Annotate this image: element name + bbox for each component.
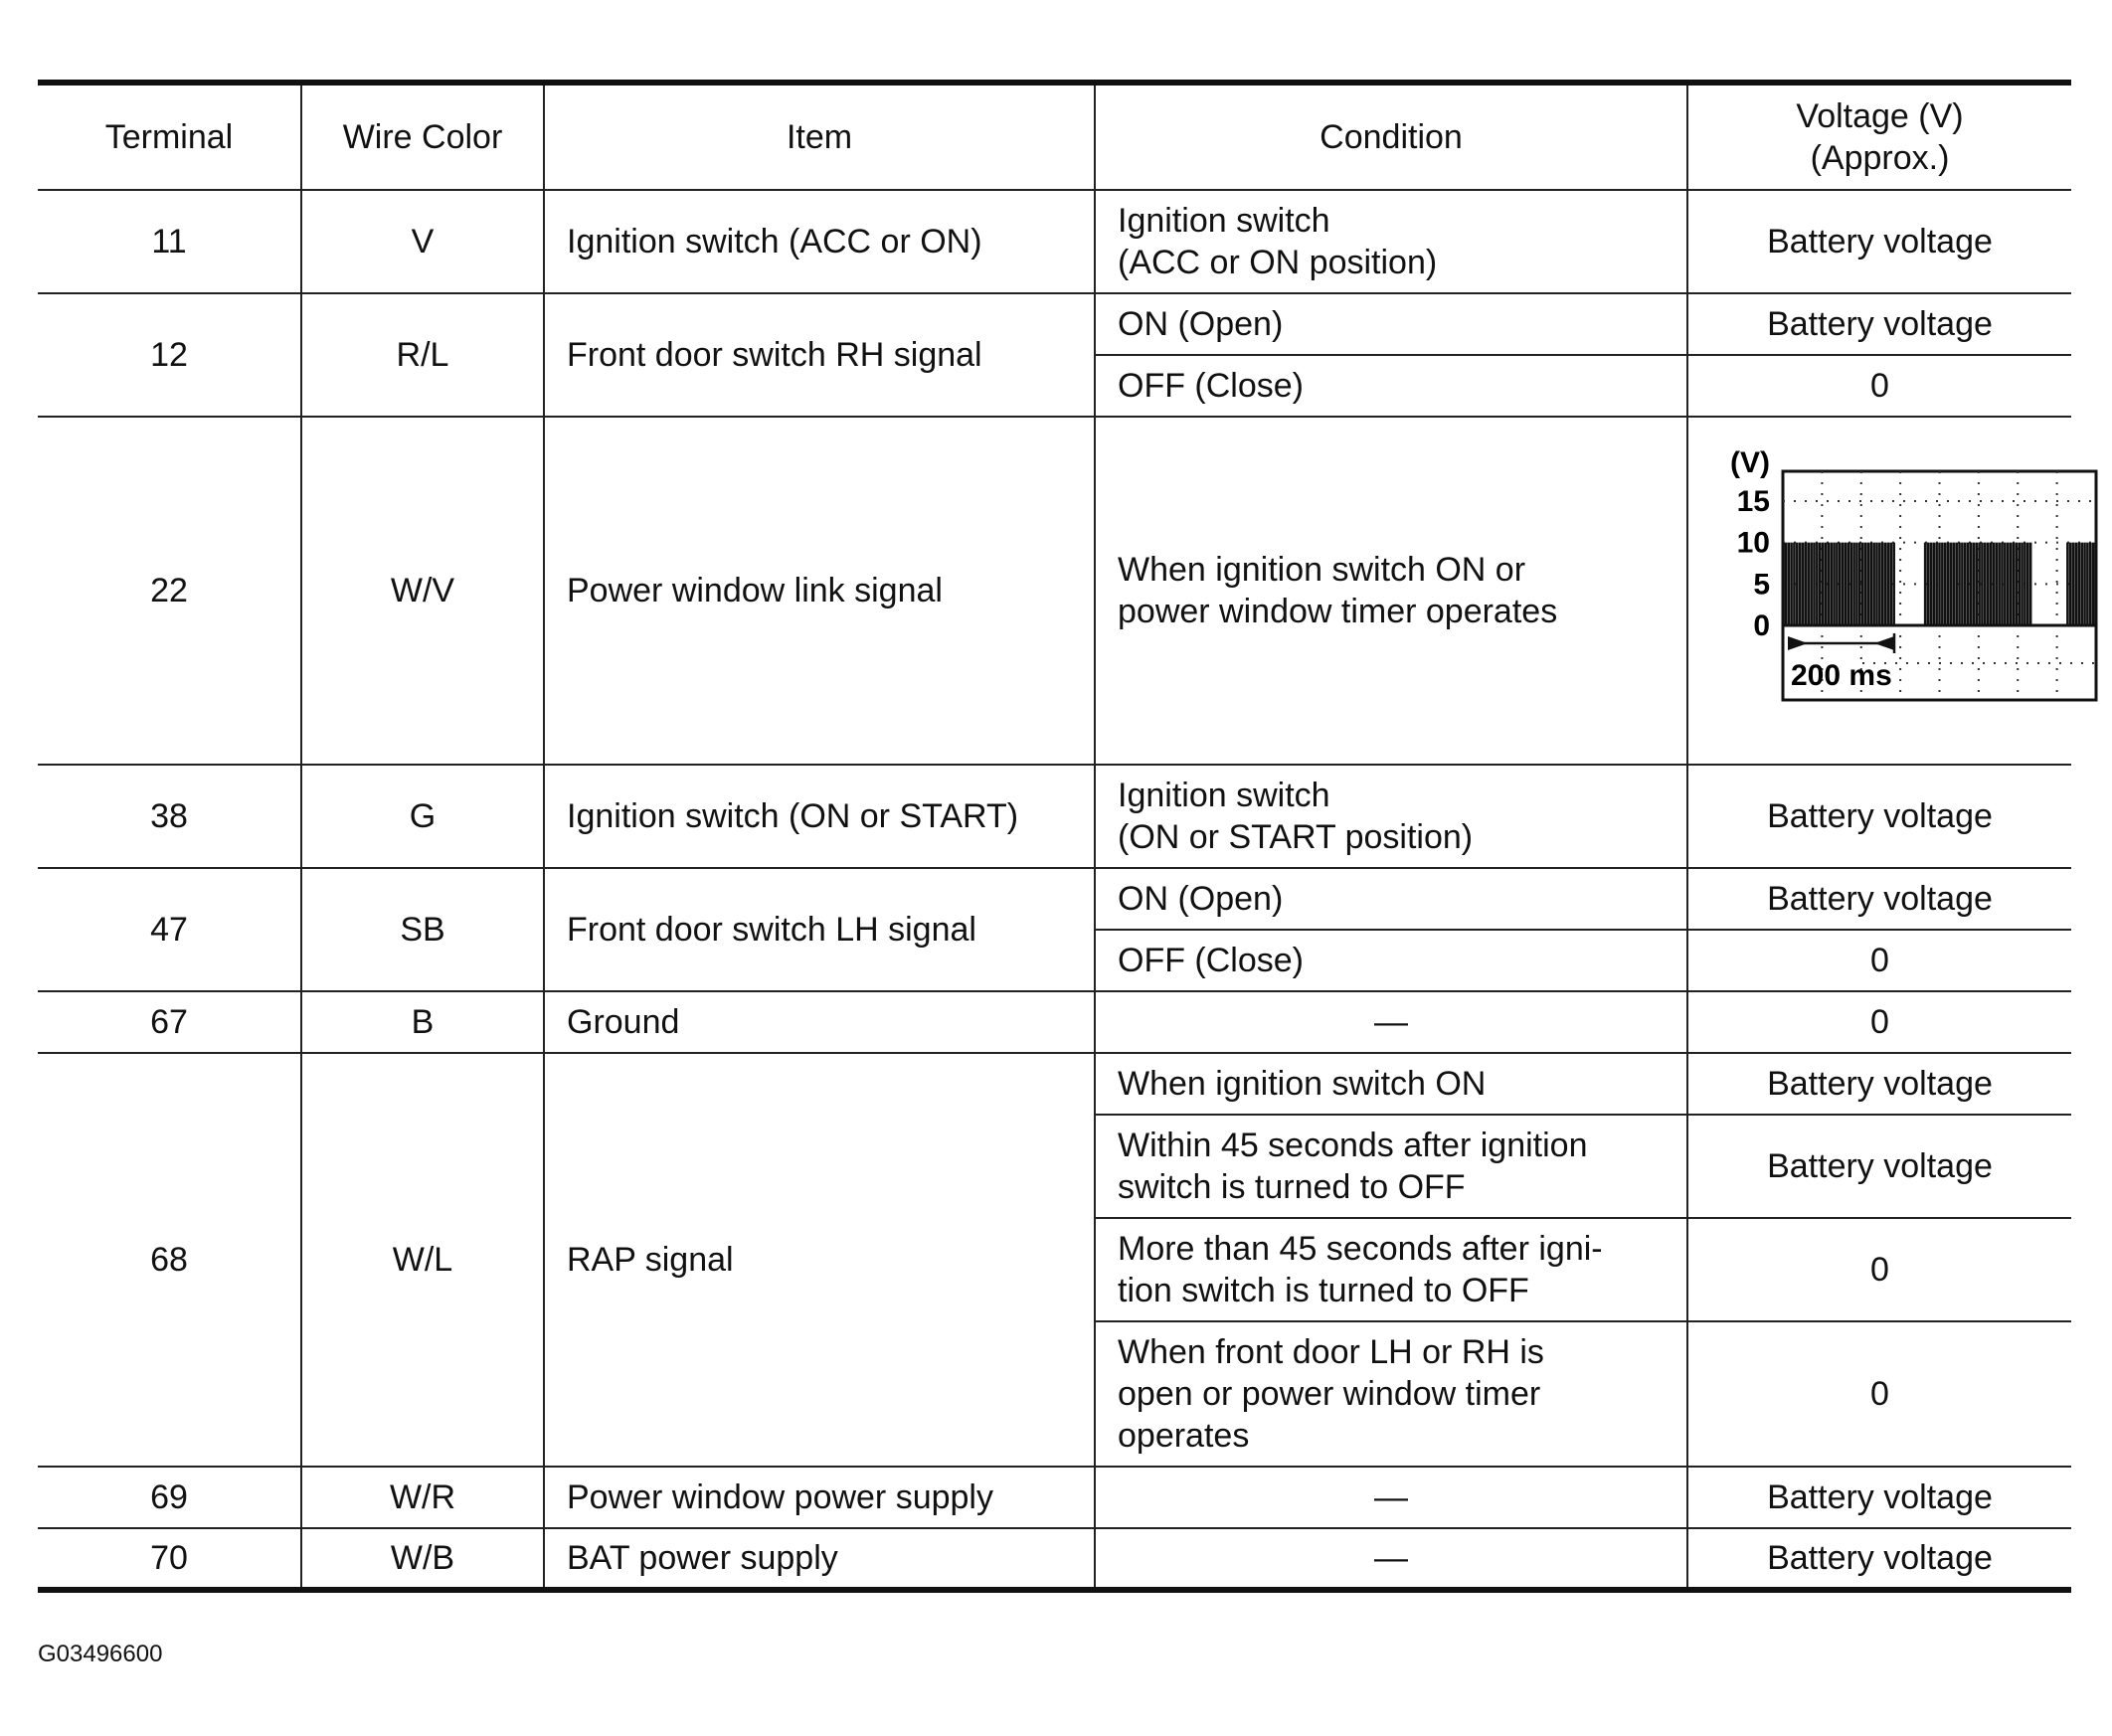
- terminal-cell: 47: [38, 868, 301, 991]
- voltage-cell: Battery voltage: [1687, 1528, 2071, 1590]
- item-cell: Front door switch RH signal: [544, 293, 1095, 417]
- voltage-waveform-cell: [1687, 417, 2071, 765]
- item-cell: Front door switch LH signal: [544, 868, 1095, 991]
- table-row: [38, 1467, 2071, 1528]
- voltage-cell: Battery voltage: [1687, 1467, 2071, 1528]
- condition-cell: [1095, 765, 1687, 868]
- condition-line1: ON (Open): [1118, 880, 1284, 918]
- condition-line1: Ignition switch: [1118, 777, 1330, 814]
- header-row: [38, 83, 2071, 190]
- voltage-cell: 0: [1687, 1218, 2071, 1321]
- condition-line1: OFF (Close): [1118, 942, 1304, 979]
- condition-line1: ON (Open): [1118, 305, 1284, 343]
- item-cell: BAT power supply: [544, 1528, 1095, 1590]
- terminal-cell: 22: [38, 417, 301, 765]
- voltage-cell: Battery voltage: [1687, 765, 2071, 868]
- y-axis-label: (V): [1730, 446, 1770, 479]
- voltage-cell: 0: [1687, 930, 2071, 991]
- table-row: [38, 991, 2071, 1053]
- wire-color-cell: W/L: [301, 1053, 544, 1467]
- condition-line1: Within 45 seconds after ignition: [1118, 1127, 1588, 1164]
- condition-cell: [1095, 868, 1687, 930]
- time-scale-arrow-right: [1874, 636, 1894, 650]
- table-row: [38, 1528, 2071, 1590]
- terminal-cell: 70: [38, 1528, 301, 1590]
- wire-color-cell: R/L: [301, 293, 544, 417]
- condition-line1: Ignition switch: [1118, 202, 1330, 240]
- item-cell: Power window power supply: [544, 1467, 1095, 1528]
- wire-color-cell: G: [301, 765, 544, 868]
- condition-line2: power window timer operates: [1118, 593, 1558, 630]
- voltage-cell: 0: [1687, 1321, 2071, 1467]
- condition-line1: —: [1374, 1539, 1408, 1577]
- terminal-cell: 11: [38, 190, 301, 293]
- header-voltage-line2: (Approx.): [1810, 139, 1950, 177]
- voltage-cell: Battery voltage: [1687, 1115, 2071, 1218]
- time-scale-arrow-left: [1788, 636, 1808, 650]
- condition-cell: [1095, 930, 1687, 991]
- condition-cell: [1095, 991, 1687, 1053]
- item-cell: Power window link signal: [544, 417, 1095, 765]
- condition-line1: When ignition switch ON: [1118, 1065, 1487, 1103]
- terminal-cell: 67: [38, 991, 301, 1053]
- condition-line2: (ON or START position): [1118, 818, 1474, 856]
- item-cell: Ground: [544, 991, 1095, 1053]
- wire-color-cell: V: [301, 190, 544, 293]
- terminal-cell: 38: [38, 765, 301, 868]
- condition-line1: —: [1374, 1478, 1408, 1516]
- y-tick-label: 15: [1736, 485, 1770, 518]
- table-row: [38, 293, 2071, 355]
- voltage-cell: Battery voltage: [1687, 868, 2071, 930]
- voltage-cell: Battery voltage: [1687, 1053, 2071, 1115]
- wire-color-cell: B: [301, 991, 544, 1053]
- condition-line1: —: [1374, 1003, 1408, 1041]
- item-cell: RAP signal: [544, 1053, 1095, 1467]
- condition-line2: (ACC or ON position): [1118, 244, 1438, 281]
- header-voltage-line1: Voltage (V): [1796, 97, 1964, 135]
- voltage-cell: 0: [1687, 991, 2071, 1053]
- wire-color-cell: W/R: [301, 1467, 544, 1528]
- header-condition: Condition: [1095, 83, 1687, 190]
- terminal-cell: 69: [38, 1467, 301, 1528]
- y-tick-label: 5: [1753, 568, 1770, 602]
- condition-line1: When ignition switch ON or: [1118, 551, 1526, 589]
- header-wire-color: Wire Color: [301, 83, 544, 190]
- condition-line2: tion switch is turned to OFF: [1118, 1272, 1529, 1309]
- condition-line1: OFF (Close): [1118, 367, 1304, 405]
- table-row: [38, 190, 2071, 293]
- condition-cell: [1095, 1321, 1687, 1467]
- terminal-voltage-table: [38, 80, 2071, 1593]
- terminal-cell: 68: [38, 1053, 301, 1467]
- condition-cell: [1095, 355, 1687, 417]
- condition-line2: switch is turned to OFF: [1118, 1168, 1466, 1206]
- condition-cell: [1095, 293, 1687, 355]
- header-terminal: Terminal: [38, 83, 301, 190]
- voltage-cell: 0: [1687, 355, 2071, 417]
- condition-line1: When front door LH or RH is: [1118, 1333, 1544, 1371]
- table-row: [38, 868, 2071, 930]
- voltage-cell: Battery voltage: [1687, 293, 2071, 355]
- condition-cell: [1095, 417, 1687, 765]
- table-row: [38, 417, 2071, 765]
- terminal-cell: 12: [38, 293, 301, 417]
- table-body: [38, 190, 2071, 1590]
- condition-cell: [1095, 1528, 1687, 1590]
- condition-cell: [1095, 1218, 1687, 1321]
- wire-color-cell: W/B: [301, 1528, 544, 1590]
- figure-code: G03496600: [38, 1641, 163, 1667]
- y-tick-label: 10: [1736, 526, 1770, 560]
- y-tick-label: 0: [1753, 609, 1770, 642]
- table-row: [38, 1053, 2071, 1115]
- condition-line1: More than 45 seconds after igni-: [1118, 1230, 1603, 1268]
- item-cell: Ignition switch (ON or START): [544, 765, 1095, 868]
- table-row: [38, 765, 2071, 868]
- item-cell: Ignition switch (ACC or ON): [544, 190, 1095, 293]
- condition-cell: [1095, 1115, 1687, 1218]
- wire-color-cell: W/V: [301, 417, 544, 765]
- condition-cell: [1095, 1467, 1687, 1528]
- voltage-cell: Battery voltage: [1687, 190, 2071, 293]
- condition-line2: open or power window timer: [1118, 1375, 1541, 1413]
- time-scale-label: 200 ms: [1791, 659, 1892, 692]
- header-item: Item: [544, 83, 1095, 190]
- condition-cell: [1095, 1053, 1687, 1115]
- header-voltage: [1687, 83, 2071, 190]
- condition-cell: [1095, 190, 1687, 293]
- condition-line3: operates: [1118, 1417, 1250, 1455]
- waveform-chart: [1688, 446, 2106, 735]
- wire-color-cell: SB: [301, 868, 544, 991]
